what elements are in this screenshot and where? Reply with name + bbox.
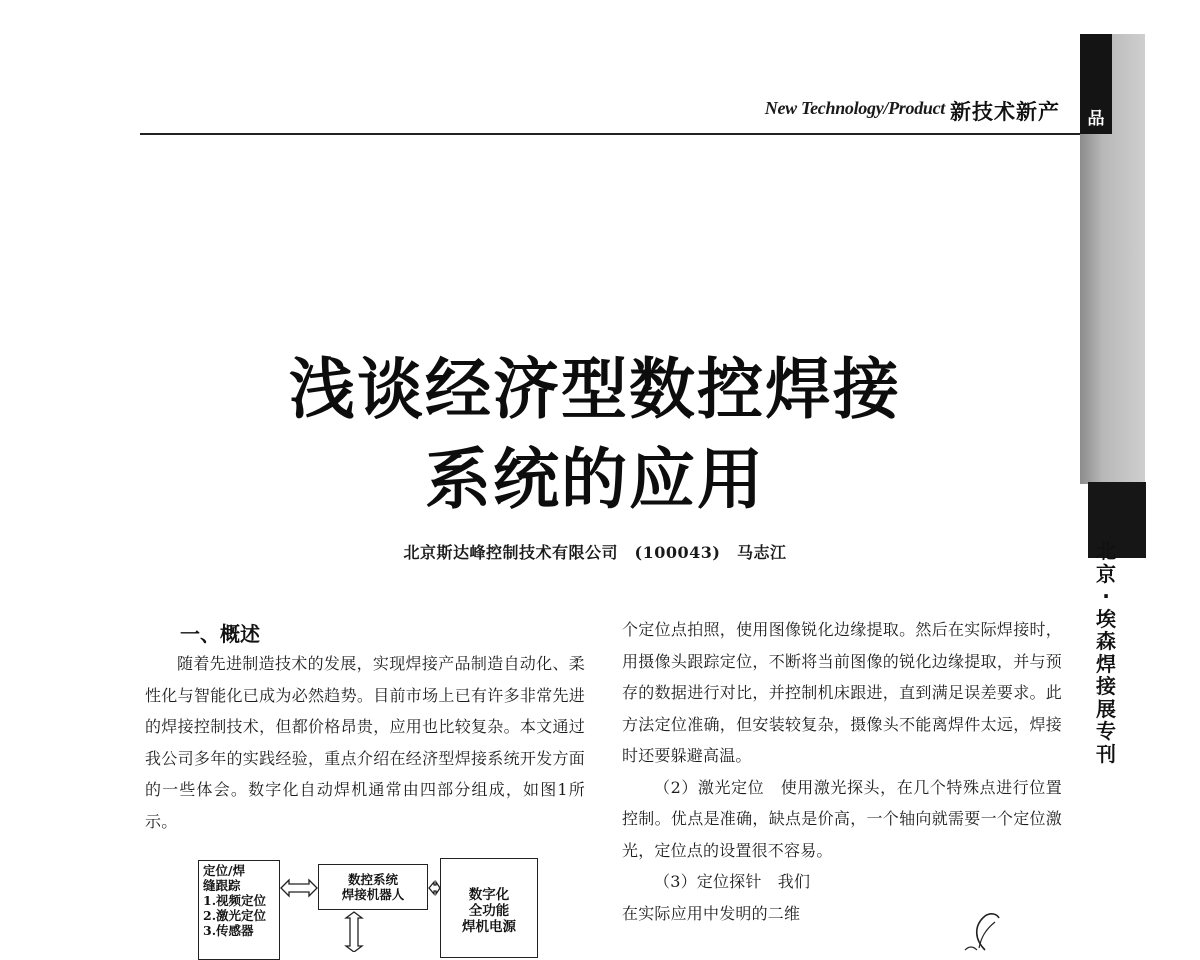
right-paragraph-3: （3）定位探针 我们 bbox=[654, 872, 811, 891]
right-column bbox=[622, 614, 1062, 929]
article-byline: 北京斯达峰控制技术有限公司 (100043) 马志江 bbox=[403, 543, 787, 562]
left-paragraph: 随着先进制造技术的发展，实现焊接产品制造自动化、柔性化与智能化已成为必然趋势。目前市场上已有许多非常先进的焊接控制技术，但都价格昂贵，应用也比较复杂。本文通过我公司多年的实践经验，重点介绍在经济型焊接系统开发方面的一些体会。数字化自动焊机通常由四部分组成，如图1所示。 bbox=[145, 654, 585, 831]
article-title-line2: 系统的应用 bbox=[425, 441, 765, 518]
side-band-vertical-text: 北 京 · 埃 森 焊 接 展 专 刊 bbox=[1096, 539, 1116, 766]
diagram-box-power bbox=[440, 858, 538, 958]
diagram-left-line: 定位/焊 bbox=[203, 863, 246, 878]
section-heading: 一、概述 bbox=[180, 622, 260, 646]
right-paragraph-2: （2）激光定位 使用激光探头，在几个特殊点进行位置控制。优点是准确，缺点是价高，一个轴向就需要一个定位激光，定位点的设置很不容易。 bbox=[622, 777, 1062, 860]
diagram-arrows bbox=[278, 872, 448, 952]
diagram-left-line: 2.激光定位 bbox=[203, 908, 267, 923]
header-english-title: New Technology/Product bbox=[764, 98, 945, 118]
diagram-right-line: 数字化 bbox=[468, 887, 510, 903]
arrow-mid-right bbox=[429, 882, 440, 894]
diagram-mid-line: 数控系统 bbox=[347, 872, 398, 887]
side-band-char: 品 bbox=[1087, 109, 1105, 129]
right-paragraph-4: 在实际应用中发明的二维 bbox=[622, 903, 801, 923]
left-column bbox=[145, 648, 585, 837]
diagram-mid-line: 焊接机器人 bbox=[341, 887, 405, 902]
diagram-left-line: 3.传感器 bbox=[203, 923, 254, 938]
diagram-right-line: 焊机电源 bbox=[462, 919, 516, 935]
arrow-left-mid bbox=[281, 880, 317, 896]
sketch-drawing bbox=[955, 910, 1035, 952]
diagram-right-line: 全功能 bbox=[468, 903, 510, 919]
diagram-left-line: 缝跟踪 bbox=[203, 878, 241, 893]
arrow-mid-down bbox=[346, 912, 362, 952]
header-rule bbox=[140, 133, 1080, 135]
article-title-line1: 浅谈经济型数控焊接 bbox=[289, 351, 901, 428]
diagram-left-line: 1.视频定位 bbox=[203, 893, 267, 908]
diagram-box-positioning bbox=[198, 860, 280, 960]
header-chinese-title: 新技术新产 bbox=[950, 100, 1060, 124]
right-paragraph-1: 个定位点拍照，使用图像锐化边缘提取。然后在实际焊接时，用摄像头跟踪定位，不断将当前图像的锐化边缘提取，并与预存的数据进行对比，并控制机床跟进，直到满足误差要求。此方法定位准确，但安装较复杂，摄像头不能离焊件太远，焊接时还要躲避高温。 bbox=[622, 620, 1062, 765]
